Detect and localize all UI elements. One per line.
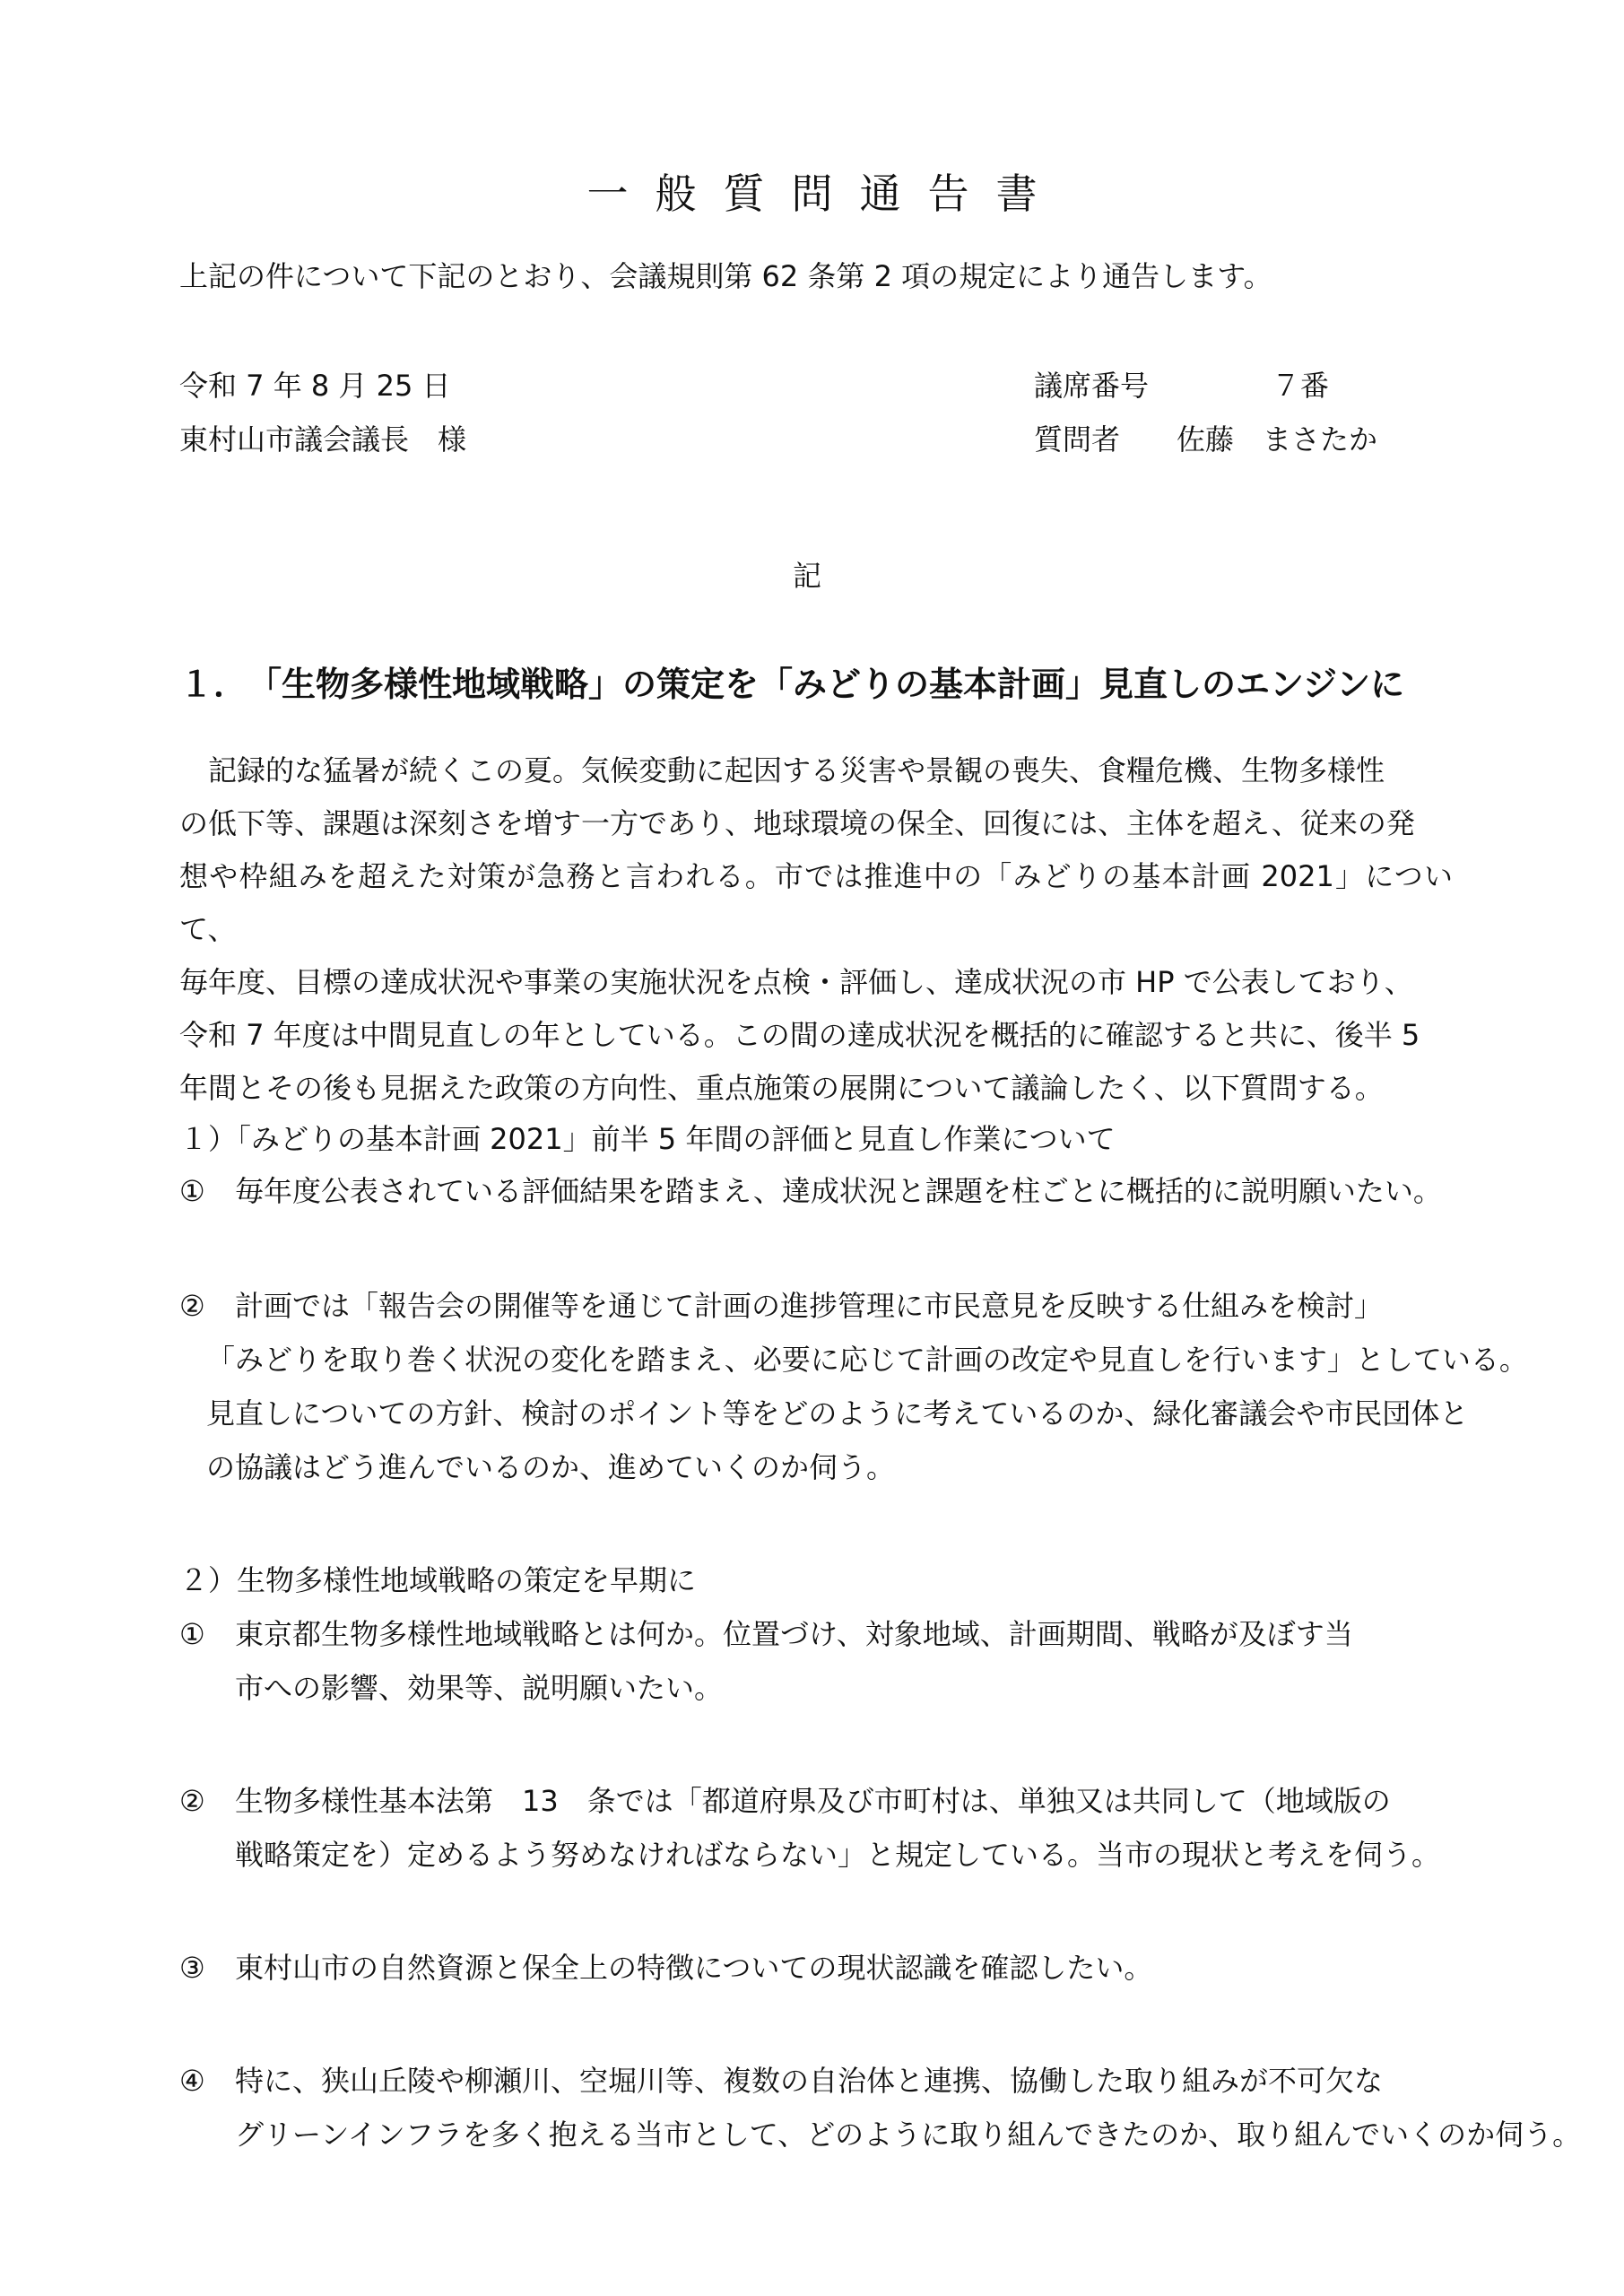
question-number: ① [179, 1174, 205, 1208]
notice-text: 上記の件について下記のとおり、会議規則第 62 条第 2 項の規定により通告します。 [179, 259, 1272, 293]
question-1-1 [179, 1171, 1442, 1211]
question-2-3 [179, 1948, 1152, 1987]
subsection-heading-2: ２）生物多様性地域戦略の策定を早期に [179, 1563, 697, 1597]
question-2-4 [179, 2061, 1383, 2100]
question-number: ④ [179, 2064, 205, 2098]
addressee: 東村山市議会議長 様 [179, 422, 467, 457]
intro-line: の低下等、課題は深刻さを増す一方であり、地球環境の保全、回復には、主体を超え、従来の発 [179, 806, 1415, 840]
seat-value: ７番 [1272, 369, 1330, 403]
question-text: 特に、狭山丘陵や柳瀬川、空堀川等、複数の自治体と連携、協働した取り組みが不可欠な [235, 2064, 1384, 2098]
ki-mark: 記 [793, 559, 822, 593]
date: 令和 7 年 8 月 25 日 [179, 369, 451, 403]
question-number: ① [179, 1617, 205, 1651]
question-text-cont: 見直しについての方針、検討のポイント等をどのように考えているのか、緑化審議会や市民団体と [206, 1396, 1469, 1431]
intro-line: 年間とその後も見据えた政策の方向性、重点施策の展開について議論したく、以下質問する。 [179, 1071, 1384, 1105]
question-text: 東村山市の自然資源と保全上の特徴についての現状認識を確認したい。 [235, 1951, 1153, 1985]
question-2-2 [179, 1781, 1391, 1821]
question-text: 毎年度公表されている評価結果を踏まえ、達成状況と課題を柱ごとに概括的に説明願いたい。 [235, 1174, 1442, 1208]
intro-line: 令和 7 年度は中間見直しの年としている。この間の達成状況を概括的に確認すると共に、後半 5 [179, 1018, 1420, 1052]
question-number: ③ [179, 1951, 205, 1985]
question-number: ② [179, 1289, 205, 1323]
question-text-cont: グリーンインフラを多く抱える当市として、どのように取り組んできたのか、取り組んでいくのか伺う。 [235, 2118, 1582, 2152]
document-title: 一般質問通告書 [586, 170, 1064, 218]
question-text: 計画では「報告会の開催等を通じて計画の進捗管理に市民意見を反映する仕組みを検討」 [235, 1289, 1384, 1323]
question-number: ② [179, 1784, 205, 1818]
question-text-cont: 「みどりを取り巻く状況の変化を踏まえ、必要に応じて計画の改定や見直しを行います」としている。 [206, 1343, 1528, 1377]
intro-line: 記録的な猛暑が続くこの夏。気候変動に起因する災害や景観の喪失、食糧危機、生物多様性 [179, 753, 1385, 787]
intro-paragraph [179, 744, 1453, 1115]
questioner-name: 佐藤 まさたか [1177, 422, 1378, 457]
question-1-2 [179, 1286, 1383, 1326]
intro-line: 毎年度、目標の達成状況や事業の実施状況を点検・評価し、達成状況の市 HP で公表しており、 [179, 965, 1413, 999]
section-heading: １． 「生物多様性地域戦略」の策定を「みどりの基本計画」見直しのエンジンに [179, 665, 1405, 704]
question-text: 生物多様性基本法第 13 条では「都道府県及び市町村は、単独又は共同して（地域版の [235, 1784, 1391, 1818]
seat-label: 議席番号 [1034, 369, 1150, 403]
question-2-1 [179, 1614, 1353, 1654]
questioner-label: 質問者 [1034, 422, 1121, 457]
question-text-cont: 戦略策定を）定めるよう努めなければならない」と規定している。当市の現状と考えを伺う。 [235, 1838, 1441, 1872]
question-text-cont: 市への影響、効果等、説明願いたい。 [235, 1671, 724, 1705]
subsection-heading-1: １）「みどりの基本計画 2021」前半 5 年間の評価と見直し作業について [179, 1122, 1116, 1156]
question-text: 東京都生物多様性地域戦略とは何か。位置づけ、対象地域、計画期間、戦略が及ぼす当 [235, 1617, 1353, 1651]
question-text-cont: の協議はどう進んでいるのか、進めていくのか伺う。 [206, 1450, 896, 1484]
intro-line: 想や枠組みを超えた対策が急務と言われる。市では推進中の「みどりの基本計画 2021」について、 [179, 859, 1453, 946]
